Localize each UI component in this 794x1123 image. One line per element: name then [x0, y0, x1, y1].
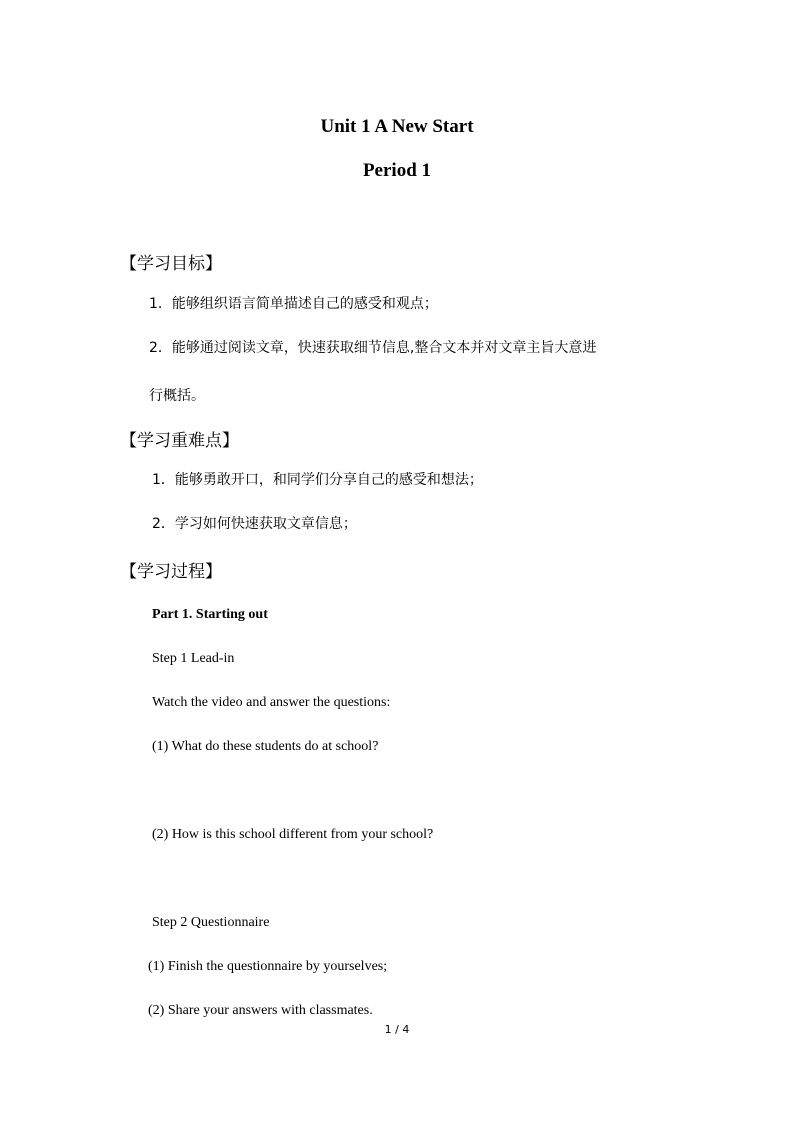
question-1: (1) What do these students do at school?: [152, 739, 379, 754]
step-1-label: Step 1 Lead-in: [152, 651, 235, 666]
process-heading: 【学习过程】: [120, 562, 222, 582]
objectives-heading: 【学习目标】: [120, 254, 222, 274]
objective-item-1: 1．能够组织语言简单描述自己的感受和观点；: [149, 296, 438, 312]
step-2-label: Step 2 Questionnaire: [152, 915, 270, 930]
key-points-heading: 【学习重难点】: [120, 431, 239, 451]
document-title: Unit 1 A New Start: [320, 116, 474, 137]
question-2: (2) How is this school different from your school?: [152, 827, 434, 842]
key-point-item-2: 2．学习如何快速获取文章信息；: [152, 516, 357, 532]
page-number: 1 / 4: [384, 1023, 410, 1036]
questionnaire-task-2: (2) Share your answers with classmates.: [148, 1003, 373, 1018]
objective-item-2-line-2: 行概括。: [149, 388, 205, 404]
questionnaire-task-1: (1) Finish the questionnaire by yourselves;: [148, 959, 388, 974]
part-1-heading: Part 1. Starting out: [152, 607, 268, 622]
objective-item-2-line-1: 2．能够通过阅读文章，快速获取细节信息,整合文本并对文章主旨大意进: [149, 340, 597, 356]
video-instruction: Watch the video and answer the questions:: [152, 695, 391, 710]
key-point-item-1: 1．能够勇敢开口，和同学们分享自己的感受和想法；: [152, 472, 483, 488]
document-subtitle: Period 1: [362, 160, 432, 181]
